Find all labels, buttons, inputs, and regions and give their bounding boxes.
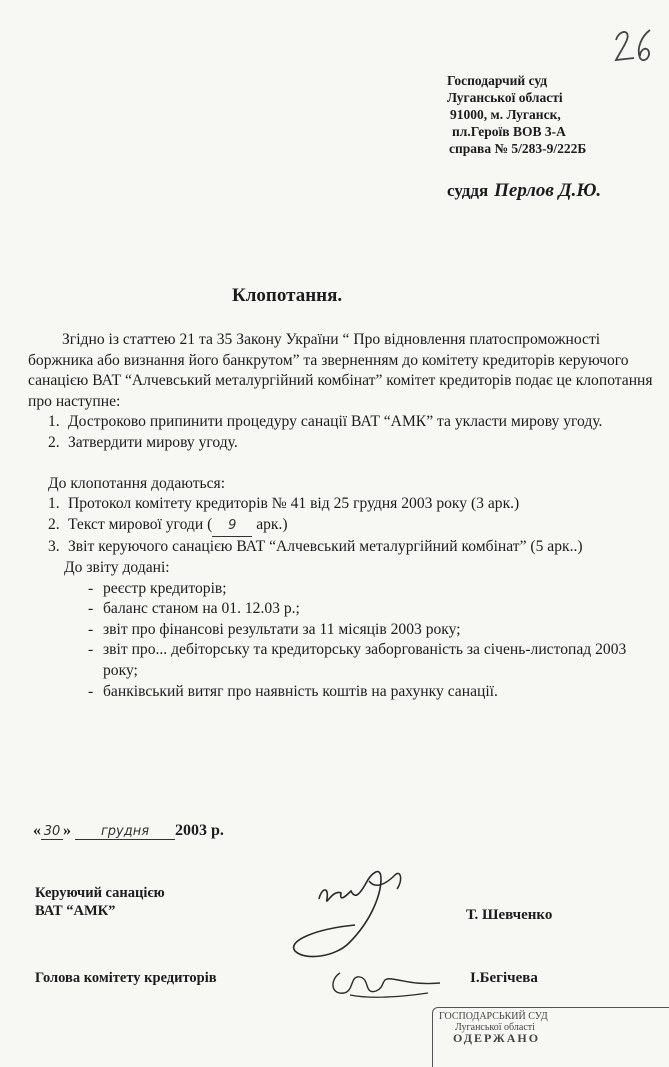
request-number: 1. bbox=[48, 413, 60, 431]
date-month: грудня bbox=[75, 824, 175, 840]
signature-block-2 bbox=[35, 970, 217, 987]
date-year: 2003 р. bbox=[175, 822, 224, 839]
signature-block-1 bbox=[35, 884, 165, 920]
report-item: - реєстр кредиторів; bbox=[88, 579, 227, 597]
request-text: Достроково припинити процедуру санації ВАТ “АМК” та укласти мирову угоду. bbox=[68, 413, 603, 431]
intro-paragraph: Згідно із статтею 21 та 35 Закону України “ Про відновлення платоспроможності боржника або визнання його банкрутом” та зверненням до комітету кредиторів керуючого санацією ВАТ “Алчевський металургійний комбінат” комітет кредиторів подає це клопотання про наступне: bbox=[28, 331, 653, 410]
report-item: - банківський витяг про наявність коштів на рахунку санації. bbox=[88, 682, 498, 700]
report-item: - баланс станом на 01. 12.03 р.; bbox=[88, 600, 300, 618]
judge-line bbox=[447, 180, 601, 202]
attachments-heading: До клопотання додаються: bbox=[48, 474, 226, 492]
document-date bbox=[33, 822, 224, 840]
court-line: пл.Героїв ВОВ 3-А bbox=[452, 124, 566, 139]
request-item bbox=[28, 412, 653, 433]
court-address bbox=[447, 72, 586, 157]
court-line: Господарчий суд bbox=[447, 73, 548, 88]
court-line: 91000, м. Луганск, bbox=[450, 107, 561, 122]
judge-label: суддя bbox=[447, 181, 489, 200]
handwritten-signature-2 bbox=[320, 955, 450, 1010]
attachment-number: 3. bbox=[48, 538, 60, 556]
court-received-stamp bbox=[432, 1007, 669, 1067]
report-item-text: звіт про... дебіторську та кредиторську заборгованість за січень-листопад 2003 року; bbox=[103, 641, 627, 679]
handwritten-page-number bbox=[612, 26, 656, 66]
signer-name-1: Т. Шевченко bbox=[466, 907, 553, 923]
handwritten-sheet-count: 9 bbox=[212, 516, 252, 538]
request-item bbox=[28, 433, 653, 454]
signature-role: Керуючий санацією bbox=[35, 885, 165, 901]
stamp-line: ОДЕРЖАНО bbox=[453, 1031, 541, 1045]
document-body bbox=[28, 330, 653, 702]
report-item-text: реєстр кредиторів; bbox=[103, 579, 227, 597]
signature-role: ВАТ “АМК” bbox=[35, 903, 116, 919]
date-open-quote: « bbox=[33, 822, 41, 839]
attachment-text: Звіт керуючого санацією ВАТ “Алчевський металургійний комбінат” (5 арк..) bbox=[68, 538, 583, 556]
attachment-text-after: арк.) bbox=[252, 515, 288, 533]
signer-name-2: І.Бегічева bbox=[470, 970, 538, 986]
court-line: справа № 5/283-9/222Б bbox=[449, 141, 587, 156]
report-item: - звіт про фінансові результати за 11 місяців 2003 року; bbox=[88, 620, 461, 638]
report-item-text: банківський витяг про наявність коштів на рахунку санації. bbox=[103, 682, 498, 700]
attachment-number: 1. bbox=[48, 495, 60, 513]
attachment-text: Протокол комітету кредиторів № 41 від 25 грудня 2003 року (3 арк.) bbox=[68, 495, 520, 513]
attachment-item bbox=[28, 537, 653, 558]
report-item-text: баланс станом на 01. 12.03 р.; bbox=[103, 600, 300, 618]
attachment-item bbox=[28, 515, 653, 538]
document-title: Клопотання. bbox=[232, 285, 343, 306]
date-day: 30 bbox=[41, 824, 63, 840]
attachment-item bbox=[28, 494, 653, 515]
judge-name: Перлов Д.Ю. bbox=[494, 180, 602, 201]
attachment-text-before: Текст мирової угоди ( bbox=[68, 515, 213, 533]
request-text: Затвердити мирову угоду. bbox=[68, 433, 238, 451]
date-close-quote: » bbox=[63, 822, 71, 839]
report-item-text: звіт про фінансові результати за 11 місяців 2003 року; bbox=[103, 620, 461, 638]
court-line: Луганської області bbox=[447, 90, 563, 105]
signature-role: Голова комітету кредиторів bbox=[35, 970, 217, 986]
stamp-line: ГОСПОДАРСЬКИЙ СУД bbox=[439, 1011, 548, 1022]
stamp-line: Луганської області bbox=[455, 1022, 535, 1033]
attachment-number: 2. bbox=[48, 515, 60, 533]
report-heading: До звіту додані: bbox=[64, 558, 170, 576]
report-item: - звіт про... дебіторську та кредиторську заборгованість за січень-листопад 2003 року; bbox=[88, 641, 627, 679]
request-number: 2. bbox=[48, 433, 60, 451]
